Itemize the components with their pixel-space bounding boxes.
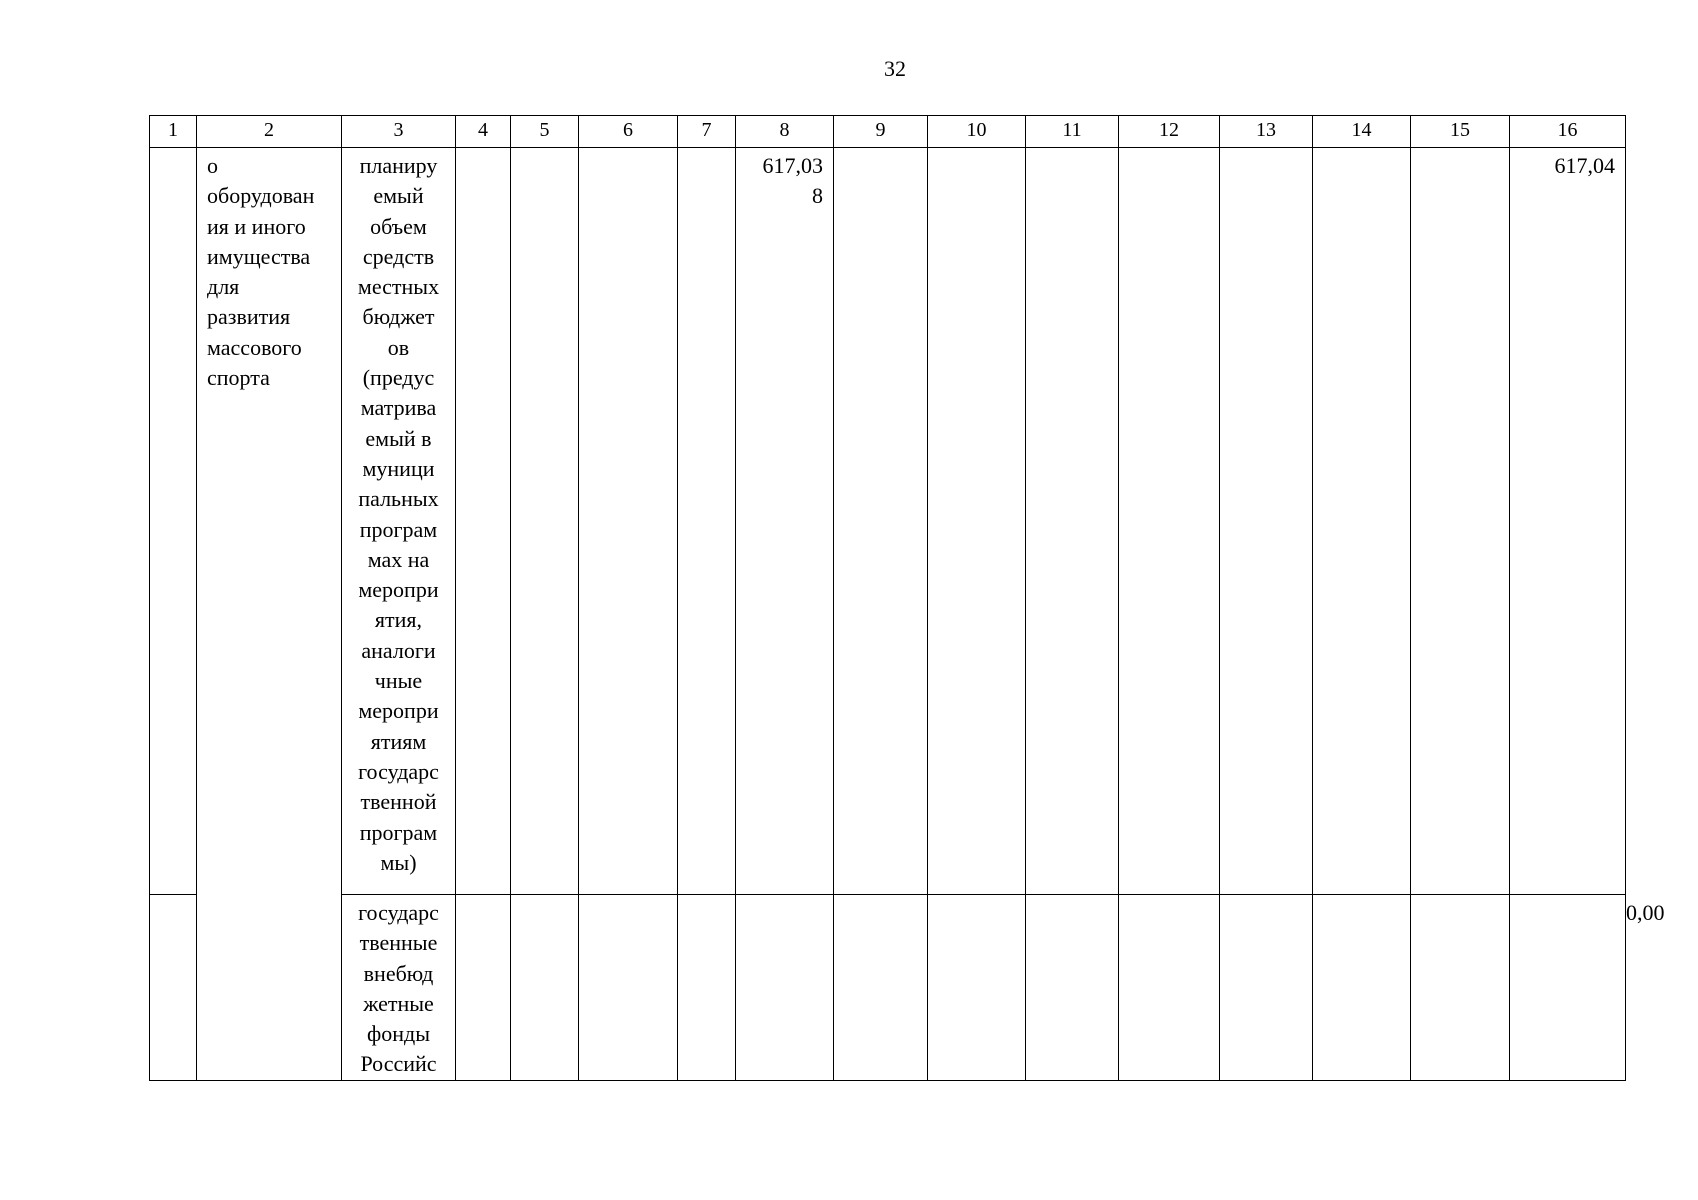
text-line: ятиям	[370, 728, 427, 754]
table-cell	[928, 148, 1026, 895]
text-line: объем	[370, 213, 427, 239]
text-line: програм	[359, 516, 438, 542]
table-cell	[579, 148, 678, 895]
table-cell	[678, 148, 736, 895]
header-cell: 10	[928, 116, 1026, 148]
table-cell	[150, 895, 197, 1081]
table-cell	[1026, 148, 1119, 895]
table-row: государс твенные внебюд жетные фонды Российс 0,00	[150, 895, 1626, 1081]
table-cell	[1220, 148, 1313, 895]
text-line: програм	[359, 819, 438, 845]
header-cell: 15	[1411, 116, 1510, 148]
header-cell: 4	[456, 116, 511, 148]
text-line: имущества	[207, 243, 311, 269]
table-cell	[150, 148, 197, 895]
table-cell	[579, 895, 678, 1081]
text-line: емый	[373, 183, 424, 209]
text-line: жетные	[363, 990, 434, 1016]
text-line: 8	[812, 183, 823, 209]
text-line: ов	[387, 334, 410, 360]
text-line: муници	[362, 455, 435, 481]
text-line: твенной	[360, 789, 437, 815]
table-cell	[834, 148, 928, 895]
text-line: государс	[358, 900, 439, 925]
text-line: мы)	[380, 849, 417, 875]
table-cell	[1220, 895, 1313, 1081]
text-line: пальных	[358, 486, 439, 512]
table-cell	[456, 895, 511, 1081]
text-line: для	[207, 274, 240, 300]
text-line: меропри	[358, 577, 439, 603]
text-line: развития	[207, 304, 291, 330]
table-cell	[1313, 895, 1411, 1081]
table-cell	[1411, 895, 1510, 1081]
text-line: фонды	[366, 1021, 430, 1047]
header-row	[150, 116, 1626, 148]
text-line: аналоги	[361, 637, 436, 663]
text-line: матрива	[360, 395, 437, 421]
table-cell	[511, 148, 579, 895]
table-cell	[928, 895, 1026, 1081]
table-cell	[1411, 148, 1510, 895]
table-cell	[1510, 895, 1626, 1081]
value-cell-col8	[736, 148, 834, 895]
measure-name-cell	[197, 148, 342, 1081]
value-col8-lines	[736, 148, 823, 212]
page-number: 32	[884, 56, 906, 81]
text-line: спорта	[207, 365, 270, 391]
table-cell	[736, 895, 834, 1081]
header-cell: 2	[197, 116, 342, 148]
funding-source-cell	[342, 895, 456, 1081]
text-line: ятия,	[374, 607, 423, 633]
table-cell	[456, 148, 511, 895]
table-cell	[1119, 895, 1220, 1081]
text-line: чные	[374, 668, 423, 694]
data-table	[149, 115, 1665, 1081]
funding-source-lines	[342, 895, 455, 1080]
table-cell	[834, 895, 928, 1081]
text-line: ия и иного	[207, 213, 306, 239]
table-cell	[1119, 148, 1220, 895]
header-cell: 12	[1119, 116, 1220, 148]
measure-name-lines	[207, 148, 341, 393]
table-cell	[1313, 148, 1411, 895]
text-line: меропри	[358, 698, 439, 724]
header-cell: 14	[1313, 116, 1411, 148]
funding-source-lines	[342, 148, 455, 878]
header-cell: 7	[678, 116, 736, 148]
header-cell: 8	[736, 116, 834, 148]
header-cell: 6	[579, 116, 678, 148]
text-line: оборудован	[207, 183, 315, 209]
table-cell	[1026, 895, 1119, 1081]
table-cell	[511, 895, 579, 1081]
text-line: государс	[358, 758, 439, 784]
header-cell: 13	[1220, 116, 1313, 148]
header-cell: 1	[150, 116, 197, 148]
table-cell	[678, 895, 736, 1081]
text-line: 617,03	[762, 153, 823, 178]
table-row	[150, 148, 1626, 895]
text-line: бюджет	[362, 304, 435, 330]
total-value: 617,04	[1554, 153, 1615, 178]
header-cell: 16	[1510, 116, 1626, 148]
text-line: твенные	[359, 930, 438, 956]
text-line: о	[207, 153, 218, 178]
total-cell	[1510, 148, 1626, 895]
funding-source-cell	[342, 148, 456, 895]
text-line: мах на	[367, 546, 430, 572]
text-line: средств	[362, 243, 435, 269]
text-line: Российс	[360, 1051, 437, 1077]
text-line: местных	[357, 274, 440, 300]
text-line: (предус	[362, 365, 435, 391]
header-cell: 5	[511, 116, 579, 148]
text-line: емый в	[365, 425, 432, 451]
text-line: планиру	[359, 153, 438, 178]
text-line: массового	[207, 334, 302, 360]
header-cell: 9	[834, 116, 928, 148]
text-line: внебюд	[363, 960, 434, 986]
header-cell: 3	[342, 116, 456, 148]
header-cell: 11	[1026, 116, 1119, 148]
